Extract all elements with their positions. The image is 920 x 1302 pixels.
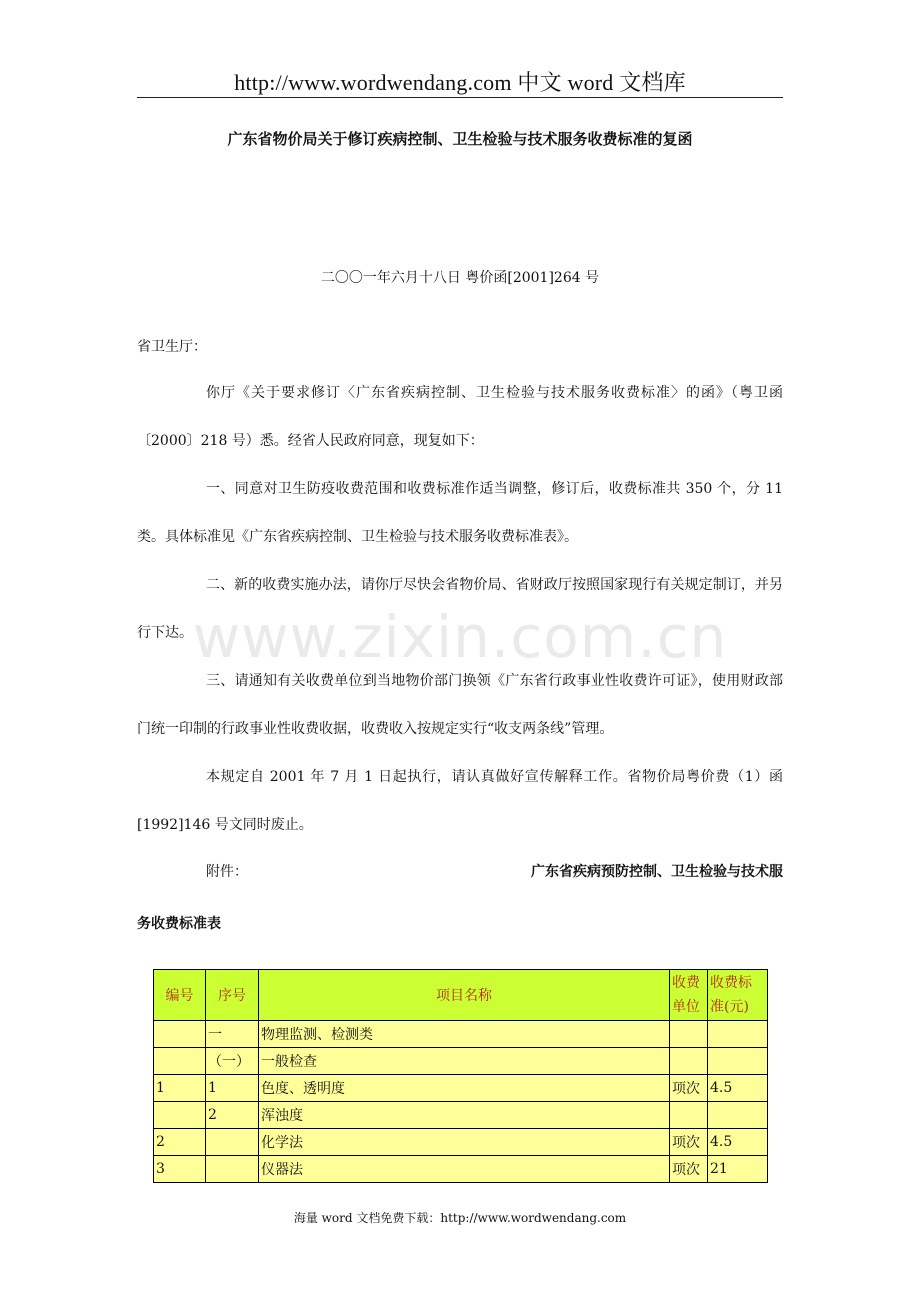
- header-code: 编号: [154, 970, 206, 1021]
- table-row: [154, 1021, 768, 1048]
- paragraph-item-1: 一、同意对卫生防疫收费范围和收费标准作适当调整，修订后，收费标准共 350 个，分 11 类。具体标准见《广东省疾病控制、卫生检验与技术服务收费标准表》。: [137, 481, 783, 545]
- salutation: 省卫生厅：: [137, 339, 207, 355]
- cell-seq: 2: [206, 1102, 259, 1129]
- cell-seq: 一: [206, 1021, 259, 1048]
- cell-unit: [670, 1048, 708, 1075]
- cell-item-name: 一般检查: [259, 1048, 670, 1075]
- cell-item-name: 浑浊度: [259, 1102, 670, 1129]
- cell-seq: 1: [206, 1075, 259, 1102]
- cell-fee: [708, 1048, 768, 1075]
- header-item-name: 项目名称: [259, 970, 670, 1021]
- cell-code: 3: [154, 1156, 206, 1183]
- cell-fee: 4.5: [708, 1129, 768, 1156]
- cell-item-name: 化学法: [259, 1129, 670, 1156]
- cell-fee: [708, 1102, 768, 1129]
- cell-fee: 4.5: [708, 1075, 768, 1102]
- header-unit: 收费单位: [670, 970, 708, 1021]
- header-seq: 序号: [206, 970, 259, 1021]
- cell-unit: [670, 1102, 708, 1129]
- cell-code: 2: [154, 1129, 206, 1156]
- attachment-line: [137, 861, 783, 891]
- cell-seq: [206, 1156, 259, 1183]
- cell-unit: 项次: [670, 1129, 708, 1156]
- cell-item-name: 物理监测、检测类: [259, 1021, 670, 1048]
- footer-download-note: 海量 word 文档免费下载：http://www.wordwendang.com: [293, 1211, 627, 1225]
- table-row: [154, 1075, 768, 1102]
- cell-unit: 项次: [670, 1156, 708, 1183]
- cell-code: [154, 1102, 206, 1129]
- table-row: [154, 1129, 768, 1156]
- cell-item-name: 仪器法: [259, 1156, 670, 1183]
- cell-code: 1: [154, 1075, 206, 1102]
- table-row: [154, 1102, 768, 1129]
- cell-seq: （一）: [206, 1048, 259, 1075]
- cell-seq: [206, 1129, 259, 1156]
- paragraph-item-2: 二、新的收费实施办法，请你厅尽快会省物价局、省财政厅按照国家现行有关规定制订，并另行下达。: [137, 577, 783, 641]
- header-divider: [137, 97, 783, 98]
- cell-unit: 项次: [670, 1075, 708, 1102]
- paragraph-item-3: 三、请通知有关收费单位到当地物价部门换领《广东省行政事业性收费许可证》，使用财政部门统一印制的行政事业性收费收据，收费收入按规定实行“收支两条线”管理。: [137, 673, 783, 737]
- cell-unit: [670, 1021, 708, 1048]
- table-row: [154, 1048, 768, 1075]
- cell-fee: [708, 1021, 768, 1048]
- document-title: 广东省物价局关于修订疾病控制、卫生检验与技术服务收费标准的复函: [227, 130, 693, 148]
- paragraph-intro: 你厅《关于要求修订〈广东省疾病控制、卫生检验与技术服务收费标准〉的函》（粤卫函〔2000〕218 号）悉。经省人民政府同意，现复如下：: [137, 385, 783, 449]
- table-header-row: [154, 970, 768, 1021]
- attachment-title: 广东省疾病预防控制、卫生检验与技术服: [531, 864, 783, 880]
- fee-standard-table: [153, 969, 768, 1183]
- cell-code: [154, 1048, 206, 1075]
- cell-code: [154, 1021, 206, 1048]
- document-date-reference: 二〇〇一年六月十八日 粤价函[2001]264 号: [320, 270, 600, 286]
- header-fee: 收费标准(元): [708, 970, 768, 1021]
- cell-fee: 21: [708, 1156, 768, 1183]
- header-site-title: http://www.wordwendang.com 中文 word 文档库: [234, 70, 686, 95]
- paragraph-effective-date: 本规定自 2001 年 7 月 1 日起执行，请认真做好宣传解释工作。省物价局粤价费（1）函[1992]146 号文同时废止。: [137, 769, 783, 833]
- cell-item-name: 色度、透明度: [259, 1075, 670, 1102]
- table-row: [154, 1156, 768, 1183]
- attachment-title-continued: 务收费标准表: [137, 916, 221, 932]
- attachment-label: 附件：: [206, 864, 248, 880]
- watermark: www.zixin.com.cn: [192, 603, 728, 671]
